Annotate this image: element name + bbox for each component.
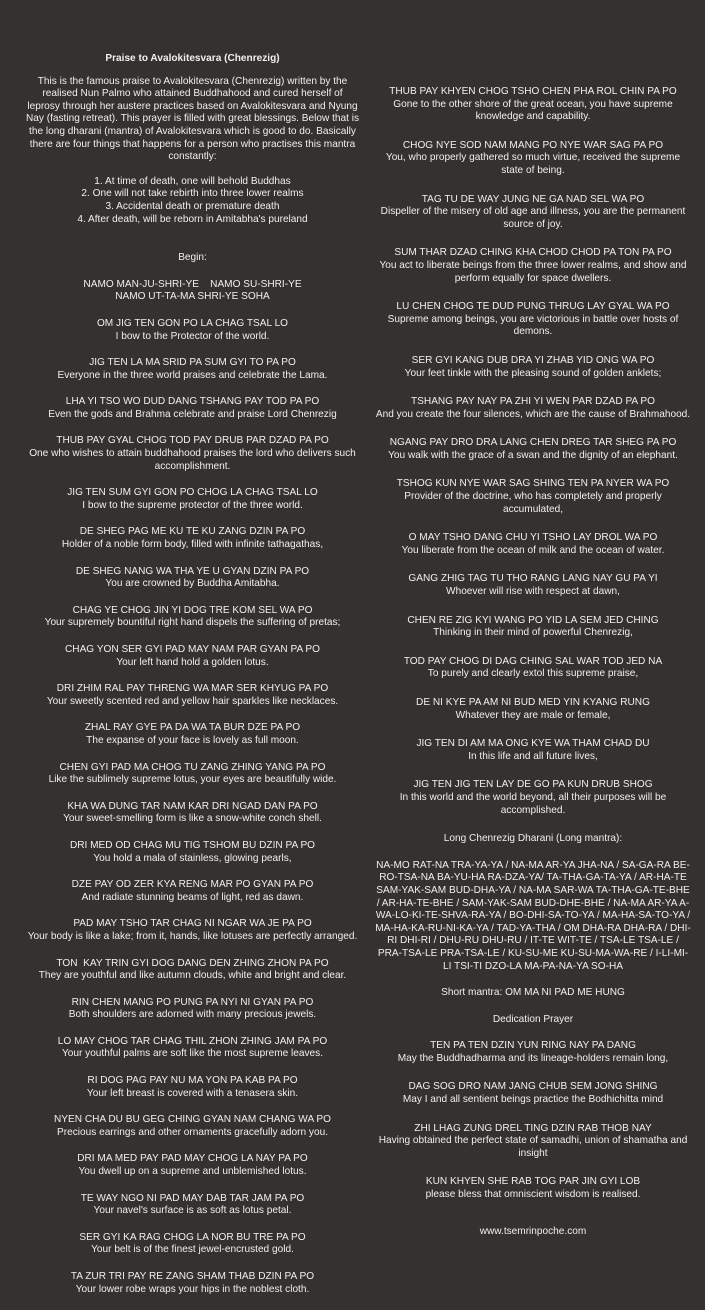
verse-phonetic: NGANG PAY DRO DRA LANG CHEN DREG TAR SHEG PA PO [389, 437, 677, 449]
verse-block [374, 301, 692, 339]
verse-translation: In this world and the world beyond, all their purposes will be accomplished. [399, 791, 667, 816]
verse-phonetic: ZHI LHAG ZUNG DREL TING DZIN RAB THOB NAY [414, 1122, 652, 1134]
verse-phonetic: THUB PAY GYAL CHOG TOD PAY DRUB PAR DZAD PA PO [56, 435, 329, 447]
verse-translation: Whoever will rise with respect at dawn, [446, 586, 620, 598]
verse-phonetic: DRI ZHIM RAL PAY THRENG WA MAR SER KHYUG PA PO [56, 683, 329, 695]
verse-phonetic: LO MAY CHOG TAR CHAG THIL ZHON ZHING JAM PA PO [57, 1035, 328, 1047]
verse-block [374, 738, 692, 763]
benefits-list [25, 176, 360, 226]
verse-translation: And you create the four silences, which are the cause of Brahmahood. [375, 408, 691, 420]
verse-phonetic: JIG TEN DI AM MA ONG KYE WA THAM CHAD DU [416, 738, 650, 750]
verse-block [25, 357, 360, 382]
verse-phonetic: ZHAL RAY GYE PA DA WA TA BUR DZE PA PO [84, 722, 301, 734]
verse-phonetic: SER GYI KANG DUB DRA YI ZHAB YID ONG WA PO [411, 354, 655, 366]
verse-translation: You, who properly gathered so much virtue, received the supreme state of being. [385, 152, 681, 176]
left-column [25, 0, 360, 1310]
verse-translation: Supreme among beings, you are victorious in battle over hosts of demons. [387, 313, 679, 338]
verse-block [25, 644, 360, 669]
verse-block [25, 318, 360, 343]
verse-phonetic: TAG TU DE WAY JUNG NE GA NAD SEL WA PO [421, 193, 645, 205]
verse-translation: Precious earrings and other ornaments gracefully adorn you. [57, 1126, 328, 1138]
verse-block [25, 487, 360, 512]
verse-translation: Like the sublimely supreme lotus, your eyes are beautifully wide. [48, 774, 337, 786]
verse-phonetic: DE SHEG NANG WA THA YE U GYAN DZIN PA PO [75, 565, 310, 577]
verse-translation: Your youthful palms are soft like the most supreme leaves. [61, 1048, 324, 1060]
verse-block [25, 722, 360, 747]
verse-translation: To purely and clearly extol this supreme praise, [427, 668, 639, 680]
verse-block [374, 779, 692, 817]
verse-translation: Your navel's surface is as soft as lotus petal. [93, 1205, 292, 1217]
verse-block [25, 762, 360, 787]
website-link[interactable]: www.tsemrinpoche.com [479, 1225, 587, 1237]
verse-phonetic: TSHOG KUN NYE WAR SAG SHING TEN PA NYER WA PO [396, 478, 670, 490]
verse-block [25, 840, 360, 865]
verse-translation: Both shoulders are adorned with many precious jewels. [68, 1009, 317, 1021]
verse-block [25, 1075, 360, 1100]
verse-translation: Your sweetly scented red and yellow hair sparkles like necklaces. [46, 695, 339, 707]
verse-block [25, 997, 360, 1022]
verse-translation: Your left breast is covered with a tenasera skin. [86, 1087, 299, 1099]
verse-phonetic: JIG TEN JIG TEN LAY DE GO PA KUN DRUB SHOG [413, 779, 653, 791]
verse-translation: Your sweet-smelling form is like a snow-white conch shell. [63, 813, 322, 825]
verse-block [374, 355, 692, 380]
verse-block [374, 656, 692, 681]
verse-block [25, 526, 360, 551]
verse-block [25, 958, 360, 983]
verse-translation: You dwell up on a supreme and unblemished lotus. [78, 1166, 307, 1178]
verse-block [374, 247, 692, 285]
verse-translation: You act to liberate beings from the three lower realms, and show and perform equally for space dwellers. [379, 259, 687, 284]
verse-translation: Whatever they are male or female, [455, 709, 611, 721]
namo-line: NAMO UT-TA-MA SHRI-YE SOHA [115, 291, 270, 303]
benefit-item: 2. One will not take rebirth into three lower realms [81, 188, 304, 200]
dharani-text: NA-MO RAT-NA TRA-YA-YA / NA-MA AR-YA JHA-NA / SA-GA-RA BE-RO-TSA-NA BA-YU-HA RA-DZA-YA/ TA-THA-GA-TA-YA / AR-HA-TE SAM-YAK-SAM BUD-DHA-YA / NA-MA SAR-WA TA-THA-GA-TE-BHE / AR-HA-TE-BHE / SAM-YAK-SAM BUD-DHE-BHE / NA-MA AR-YA A-WA-LO-KI-TE-SHVA-RA-YA / BO-DHI-SA-TO-YA / MA-HA-SA-TO-YA / MA-HA-KA-RU-NI-KA-YA / TAD-YA-THA / OM DHA-RA DHA-RA / DHI-RI DHI-RI / DHU-RU DHU-RU / IT-TE WIT-TE / TSA-LE TSA-LE / PRA-TSA-LE PRA-TSA-LE / KU-SU-ME KU-SU-MA-WA-RE / I-LI-MI-LI TSI-TI DZO-LA MA-PA-NA-YA SO-HA [375, 859, 691, 972]
verse-block [25, 1193, 360, 1218]
verse-block [374, 1123, 692, 1161]
verse-block [25, 1114, 360, 1139]
verse-phonetic: DE SHEG PAG ME KU TE KU ZANG DZIN PA PO [79, 526, 306, 538]
short-mantra: Short mantra: OM MA NI PAD ME HUNG [441, 987, 625, 999]
verse-phonetic: JIG TEN SUM GYI GON PO CHOG LA CHAG TSAL LO [67, 487, 318, 499]
verse-translation: And radiate stunning beams of light, red as dawn. [81, 891, 304, 903]
verse-translation: In this life and all future lives, [468, 750, 598, 762]
verse-translation: May I and all sentient beings practice the Bodhichitta mind [402, 1094, 664, 1106]
verse-phonetic: RIN CHEN MANG PO PUNG PA NYI NI GYAN PA PO [71, 996, 314, 1008]
verse-phonetic: CHAG YON SER GYI PAD MAY NAM PAR GYAN PA PO [64, 644, 321, 655]
verse-translation: You are crowned by Buddha Amitabha. [105, 578, 280, 590]
verse-translation: Your feet tinkle with the pleasing sound of golden anklets; [404, 367, 662, 379]
verse-translation: One who wishes to attain buddhahood praises the lord who delivers such accomplishment. [29, 448, 356, 472]
benefit-item: 3. Accidental death or premature death [105, 200, 280, 212]
verse-block [25, 435, 360, 473]
verse-translation: Your body is like a lake; from it, hands, like lotuses are perfectly arranged. [27, 930, 358, 942]
verse-block [374, 1176, 692, 1201]
verse-phonetic: TOD PAY CHOG DI DAG CHING SAL WAR TOD JED NA [403, 655, 663, 667]
namo-line: NAMO MAN-JU-SHRI-YE NAMO SU-SHRI-YE [83, 278, 302, 290]
verse-phonetic: GANG ZHIG TAG TU THO RANG LANG NAY GU PA YI [408, 573, 658, 585]
verse-phonetic: TON KAY TRIN GYI DOG DANG DEN ZHING ZHON PA PO [56, 957, 329, 969]
intro-paragraph: This is the famous praise to Avalokitesvara (Chenrezig) written by the realised Nun Palmo who attained Buddhahood and cured herself of leprosy through her austere practices based on Avalokitesvara and Nyung Nay (fasting retreat). This prayer is filled with great blessings. Below that is the long dharani (mantra) of Avalokitesvara which is good to do. Basically there are four things that happens for a person who practises this mantra constantly: [25, 75, 360, 163]
verse-translation: Everyone in the three world praises and celebrate the Lama. [57, 369, 328, 381]
verse-block [374, 437, 692, 462]
verse-block [25, 879, 360, 904]
verse-translation: Holder of a noble form body, filled with infinite tathagathas, [61, 539, 324, 551]
verse-translation: I bow to the supreme protector of the three world. [82, 499, 303, 511]
verse-block [374, 573, 692, 598]
verse-translation: Even the gods and Brahma celebrate and praise Lord Chenrezig [48, 408, 337, 420]
verse-block [374, 615, 692, 640]
verse-translation: Gone to the other shore of the great ocean, you have supreme knowledge and capability. [393, 98, 673, 123]
verse-phonetic: LU CHEN CHOG TE DUD PUNG THRUG LAY GYAL WA PO [396, 301, 670, 313]
verse-translation: Thinking in their mind of powerful Chenrezig, [433, 627, 633, 639]
benefit-item: 1. At time of death, one will behold Buddhas [94, 175, 291, 187]
benefit-item: 4. After death, will be reborn in Amitabha's pureland [77, 213, 308, 225]
verse-block [374, 86, 692, 124]
verse-translation: Dispeller of the misery of old age and illness, you are the permanent source of joy. [380, 206, 686, 230]
verse-translation: Your belt is of the finest jewel-encrusted gold. [91, 1244, 294, 1256]
verse-phonetic: SER GYI KA RAG CHOG LA NOR BU TRE PA PO [79, 1231, 306, 1243]
verse-phonetic: TE WAY NGO NI PAD MAY DAB TAR JAM PA PO [80, 1192, 305, 1204]
verse-phonetic: CHEN GYI PAD MA CHOG TU ZANG ZHING YANG PA PO [59, 761, 326, 773]
verse-block [374, 1081, 692, 1106]
verse-translation: please bless that omniscient wisdom is realised. [425, 1189, 641, 1201]
verse-block [25, 1153, 360, 1178]
verse-translation: I bow to the Protector of the world. [115, 330, 270, 342]
dedication-verses [374, 1040, 692, 1201]
verse-phonetic: TSHANG PAY NAY PA ZHI YI WEN PAR DZAD PA PO [411, 396, 655, 408]
dedication-heading: Dedication Prayer [492, 1013, 574, 1025]
verse-translation: Your supremely bountiful right hand dispels the suffering of pretas; [44, 617, 341, 629]
verse-translation: They are youthful and like autumn clouds, white and bright and clear. [38, 970, 347, 982]
verse-block [374, 697, 692, 722]
verse-phonetic: THUB PAY KHYEN CHOG TSHO CHEN PHA ROL CHIN PA PO [389, 86, 677, 97]
verse-block [25, 1036, 360, 1061]
verse-block [374, 140, 692, 178]
verse-block [25, 683, 360, 708]
verse-phonetic: CHAG YE CHOG JIN YI DOG TRE KOM SEL WA PO [72, 604, 313, 616]
verse-translation: You walk with the grace of a swan and the dignity of an elephant. [388, 449, 678, 461]
dharani-heading: Long Chenrezig Dharani (Long mantra): [443, 833, 623, 845]
verse-translation: May the Buddhadharma and its lineage-holders remain long, [397, 1052, 669, 1064]
verse-phonetic: CHOG NYE SOD NAM MANG PO NYE WAR SAG PA PO [402, 139, 664, 151]
verse-translation: The expanse of your face is lovely as full moon. [86, 734, 299, 746]
verse-phonetic: DRI MED OD CHAG MU TIG TSHOM BU DZIN PA PO [69, 839, 316, 851]
verse-block [374, 478, 692, 516]
verse-phonetic: NYEN CHA DU BU GEG CHING GYAN NAM CHANG WA PO [53, 1114, 332, 1126]
verse-phonetic: TEN PA TEN DZIN YUN RING NAY PA DANG [430, 1040, 636, 1052]
verse-block [374, 396, 692, 421]
verse-translation: You liberate from the ocean of milk and the ocean of water. [401, 544, 665, 556]
verse-block [25, 1232, 360, 1257]
page-title: Praise to Avalokitesvara (Chenrezig) [105, 53, 280, 64]
verse-phonetic: RI DOG PAG PAY NU MA YON PA KAB PA PO [87, 1075, 298, 1087]
right-verses [374, 86, 692, 817]
verse-block [25, 918, 360, 943]
verse-phonetic: JIG TEN LA MA SRID PA SUM GYI TO PA PO [89, 357, 296, 369]
verse-phonetic: TA ZUR TRI PAY RE ZANG SHAM THAB DZIN PA PO [70, 1271, 315, 1282]
verse-phonetic: DAG SOG DRO NAM JANG CHUB SEM JONG SHING [408, 1081, 658, 1093]
verse-block [25, 396, 360, 421]
verse-translation: You hold a mala of stainless, glowing pearls, [93, 852, 292, 864]
namo-invocation [25, 279, 360, 304]
verse-block [25, 605, 360, 630]
verse-phonetic: DRI MA MED PAY PAD MAY CHOG LA NAY PA PO [77, 1153, 308, 1165]
verse-block [374, 1040, 692, 1065]
verse-phonetic: CHEN RE ZIG KYI WANG PO YID LA SEM JED CHING [407, 614, 659, 626]
verse-translation: Your left hand hold a golden lotus. [116, 656, 269, 668]
begin-label: Begin: [178, 252, 207, 264]
verse-block [25, 1271, 360, 1296]
verse-phonetic: DZE PAY OD ZER KYA RENG MAR PO GYAN PA PO [71, 879, 314, 891]
verse-block [374, 194, 692, 232]
verse-block [374, 532, 692, 557]
verse-phonetic: SUM THAR DZAD CHING KHA CHOD CHOD PA TON PA PO [394, 247, 672, 259]
verse-phonetic: KUN KHYEN SHE RAB TOG PAR JIN GYI LOB [425, 1176, 641, 1188]
verse-phonetic: DE NI KYE PA AM NI BUD MED YIN KYANG RUNG [416, 697, 650, 708]
right-column [374, 0, 692, 1238]
verse-translation: Having obtained the perfect state of samadhi, union of shamatha and insight [378, 1135, 688, 1159]
verse-phonetic: PAD MAY TSHO TAR CHAG NI NGAR WA JE PA PO [73, 918, 312, 930]
verse-phonetic: OM JIG TEN GON PO LA CHAG TSAL LO [96, 317, 289, 329]
verse-translation: Your lower robe wraps your hips in the noblest cloth. [75, 1283, 310, 1295]
verse-block [25, 566, 360, 591]
verse-phonetic: LHA YI TSO WO DUD DANG TSHANG PAY TOD PA PO [65, 396, 320, 408]
verse-phonetic: O MAY TSHO DANG CHU YI TSHO LAY DROL WA PO [408, 532, 658, 544]
verse-block [25, 801, 360, 826]
verse-phonetic: KHA WA DUNG TAR NAM KAR DRI NGAD DAN PA PO [67, 800, 318, 812]
left-verses [25, 318, 360, 1296]
verse-translation: Provider of the doctrine, who has completely and properly accumulated, [404, 491, 662, 515]
